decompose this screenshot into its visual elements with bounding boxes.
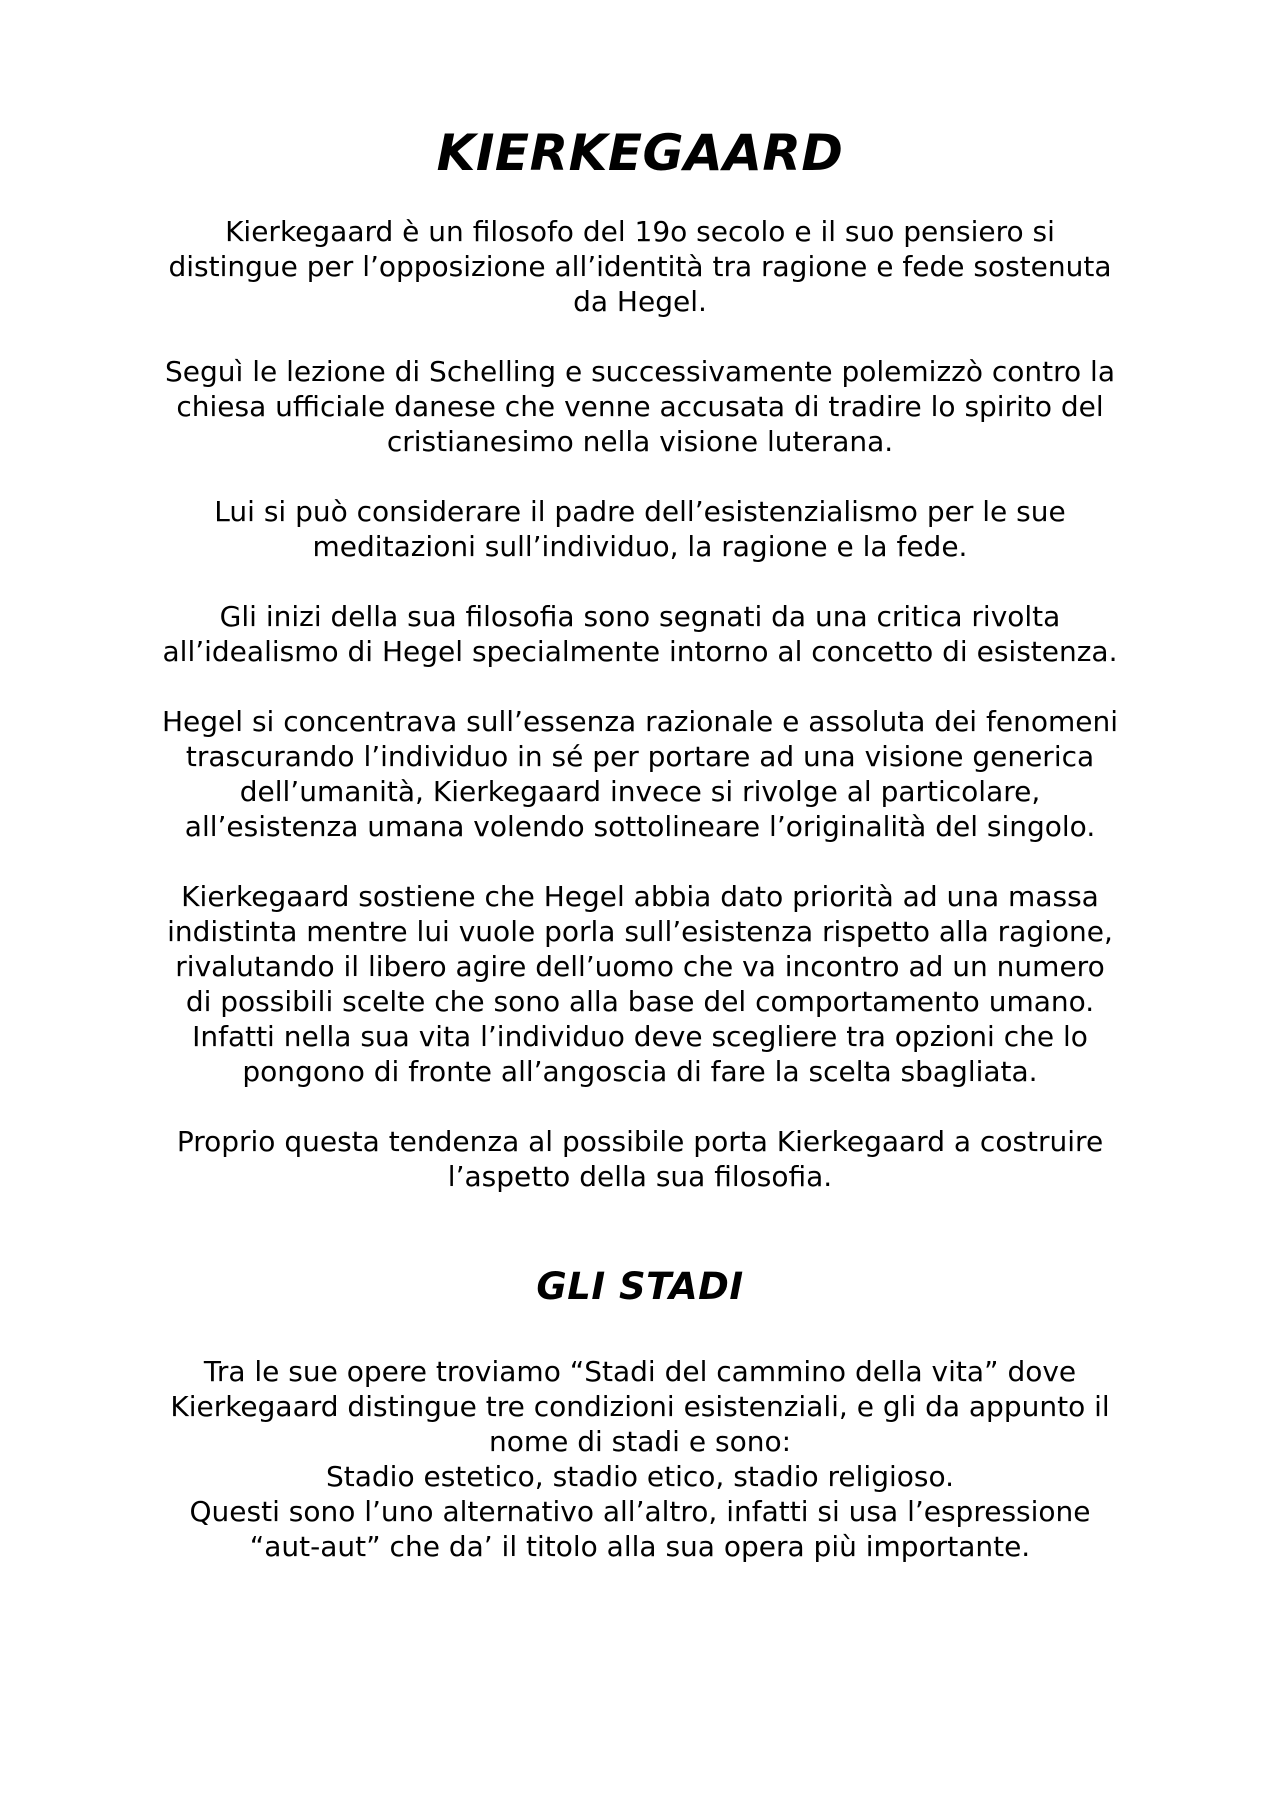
text-line: chiesa ufficiale danese che venne accusata di tradire lo spirito del	[176, 390, 1104, 423]
text-line: Hegel si concentrava sull’essenza razionale e assoluta dei fenomeni	[162, 705, 1118, 738]
section-body-text	[100, 1354, 1180, 1564]
text-line: Tra le sue opere troviamo “Stadi del cammino della vita” dove	[203, 1355, 1077, 1388]
paragraph-3	[100, 494, 1180, 564]
text-line: trascurando l’individuo in sé per portare ad una visione generica	[185, 740, 1095, 773]
text-line: nome di stadi e sono:	[488, 1425, 792, 1458]
paragraph-5	[100, 704, 1180, 844]
text-line: Kierkegaard sostiene che Hegel abbia dato priorità ad una massa	[181, 880, 1099, 913]
body-text	[100, 214, 1180, 1229]
text-line: Proprio questa tendenza al possibile porta Kierkegaard a costruire	[176, 1125, 1104, 1158]
text-line: Questi sono l’uno alternativo all’altro, infatti si usa l’espressione	[189, 1495, 1091, 1528]
text-line: “aut-aut” che da’ il titolo alla sua opera più importante.	[249, 1530, 1031, 1563]
text-line: cristianesimo nella visione luterana.	[386, 425, 894, 458]
text-line: l’aspetto della sua filosofia.	[447, 1160, 833, 1193]
text-line: Lui si può considerare il padre dell’esistenzialismo per le sue	[214, 495, 1066, 528]
paragraph-6	[100, 879, 1180, 1089]
text-line: meditazioni sull’individuo, la ragione e la fede.	[312, 530, 968, 563]
document-title: KIERKEGAARD	[436, 124, 844, 182]
paragraph-2	[100, 354, 1180, 459]
text-line: Infatti nella sua vita l’individuo deve scegliere tra opzioni che lo	[192, 1020, 1088, 1053]
text-line: indistinta mentre lui vuole porla sull’esistenza rispetto alla ragione,	[167, 915, 1113, 948]
text-line: all’esistenza umana volendo sottolineare l’originalità del singolo.	[184, 810, 1096, 843]
paragraph-4	[100, 599, 1180, 669]
text-line: Kierkegaard è un filosofo del 19o secolo e il suo pensiero si	[225, 215, 1055, 248]
text-line: distingue per l’opposizione all’identità tra ragione e fede sostenuta	[168, 250, 1112, 283]
text-line: pongono di fronte all’angoscia di fare la scelta sbagliata.	[242, 1055, 1038, 1088]
section-title: GLI STADI	[536, 1265, 744, 1308]
text-line: Seguì le lezione di Schelling e successivamente polemizzò contro la	[165, 355, 1115, 388]
text-line: rivalutando il libero agire dell’uomo che va incontro ad un numero	[175, 950, 1105, 983]
text-line: dell’umanità, Kierkegaard invece si rivolge al particolare,	[239, 775, 1041, 808]
paragraph-1	[100, 214, 1180, 319]
text-line: Gli inizi della sua filosofia sono segnati da una critica rivolta	[219, 600, 1061, 633]
text-line: all’idealismo di Hegel specialmente intorno al concetto di esistenza.	[162, 635, 1118, 668]
text-line: di possibili scelte che sono alla base del comportamento umano.	[185, 985, 1095, 1018]
paragraph-7	[100, 1124, 1180, 1194]
text-line: Stadio estetico, stadio etico, stadio religioso.	[325, 1460, 955, 1493]
text-line: Kierkegaard distingue tre condizioni esistenziali, e gli da appunto il	[170, 1390, 1110, 1423]
text-line: da Hegel.	[573, 285, 707, 318]
section-paragraph	[100, 1354, 1180, 1564]
